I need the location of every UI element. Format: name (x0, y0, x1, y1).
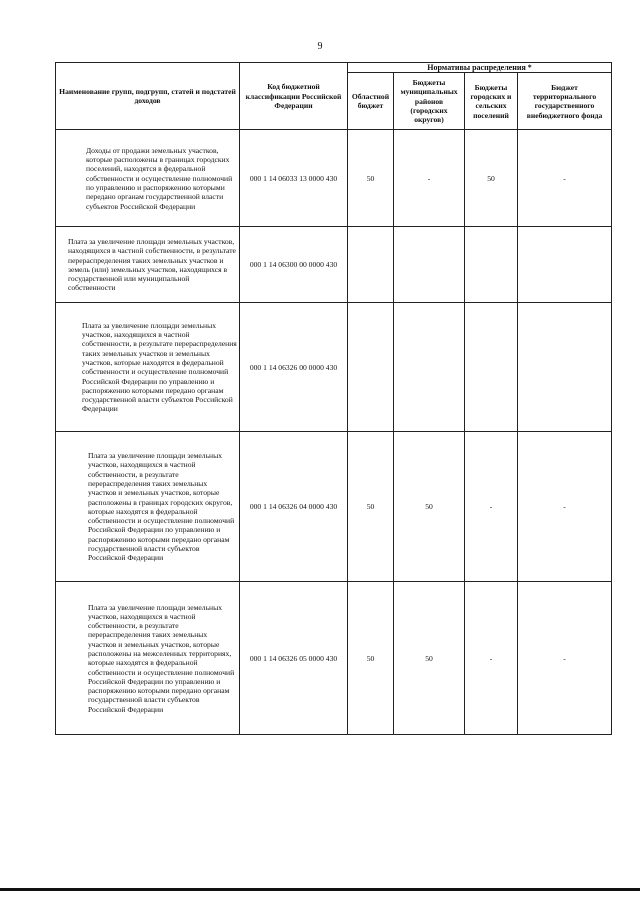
row-settlements: - (465, 432, 518, 582)
row-name: Плата за увеличение площади земельных участков, находящихся в частной собственности, в результате перераспределения таких земельных участков и земель (или) земельных участков, находящихся в государственной или муниципальной собственности (56, 227, 240, 303)
row-name: Плата за увеличение площади земельных участков, находящихся в частной собственности, в результате перераспределения таких земельных участков и земельных участков, которые находятся в федеральной собственности и осуществление полномочий Российской Федерации по управлению и распоряжению которыми передано органам государственной власти субъектов Российской Федерации (56, 303, 240, 432)
header-municipal: Бюджеты муниципальных районов (городских округов) (394, 73, 465, 130)
row-tfoms: - (518, 432, 612, 582)
row-regional: 50 (348, 432, 394, 582)
scan-edge-bar (0, 888, 640, 891)
revenue-distribution-table (55, 62, 612, 735)
table-row (56, 227, 612, 303)
row-regional (348, 227, 394, 303)
header-norms: Нормативы распределения * (348, 63, 612, 73)
header-tfoms: Бюджет территориального государственного внебюджетного фонда (518, 73, 612, 130)
row-name: Плата за увеличение площади земельных участков, находящихся в частной собственности, в результате перераспределения таких земельных участков и земельных участков, которые расположены на межселенных территориях, которые находятся в федеральной собственности и осуществление полномочий Российской Федерации по управлению и распоряжению которыми передано органам государственной власти субъектов Российской Федерации (56, 582, 240, 735)
header-settlements: Бюджеты городских и сельских поселений (465, 73, 518, 130)
table-row (56, 432, 612, 582)
row-tfoms: - (518, 130, 612, 227)
row-tfoms: - (518, 582, 612, 735)
row-settlements: 50 (465, 130, 518, 227)
table-row (56, 130, 612, 227)
row-settlements (465, 227, 518, 303)
row-municipal: - (394, 130, 465, 227)
table-row (56, 303, 612, 432)
row-code: 000 1 14 06033 13 0000 430 (240, 130, 348, 227)
row-settlements (465, 303, 518, 432)
row-regional: 50 (348, 582, 394, 735)
row-settlements: - (465, 582, 518, 735)
page-number: 9 (317, 41, 323, 52)
row-tfoms (518, 227, 612, 303)
header-name: Наименование групп, подгрупп, статей и подстатей доходов (56, 63, 240, 130)
table-row (56, 582, 612, 735)
row-code: 000 1 14 06326 04 0000 430 (240, 432, 348, 582)
row-tfoms (518, 303, 612, 432)
row-name: Доходы от продажи земельных участков, которые расположены в границах городских поселений, находятся в федеральной собственности и осуществление полномочий по управлению и распоряжению которыми передано органам государственной власти субъектов Российской Федерации (56, 130, 240, 227)
row-regional (348, 303, 394, 432)
row-municipal: 50 (394, 432, 465, 582)
header-code: Код бюджетной классификации Российской Федерации (240, 63, 348, 130)
row-code: 000 1 14 06300 00 0000 430 (240, 227, 348, 303)
row-municipal (394, 303, 465, 432)
row-name: Плата за увеличение площади земельных участков, находящихся в частной собственности, в результате перераспределения таких земельных участков и земельных участков, которые расположены в границах городских округов, которые находятся в федеральной собственности и осуществление полномочий Российской Федерации по управлению и распоряжению которыми передано органам государственной власти субъектов Российской Федерации (56, 432, 240, 582)
row-municipal (394, 227, 465, 303)
row-municipal: 50 (394, 582, 465, 735)
row-regional: 50 (348, 130, 394, 227)
row-code: 000 1 14 06326 05 0000 430 (240, 582, 348, 735)
header-regional: Областной бюджет (348, 73, 394, 130)
row-code: 000 1 14 06326 00 0000 430 (240, 303, 348, 432)
